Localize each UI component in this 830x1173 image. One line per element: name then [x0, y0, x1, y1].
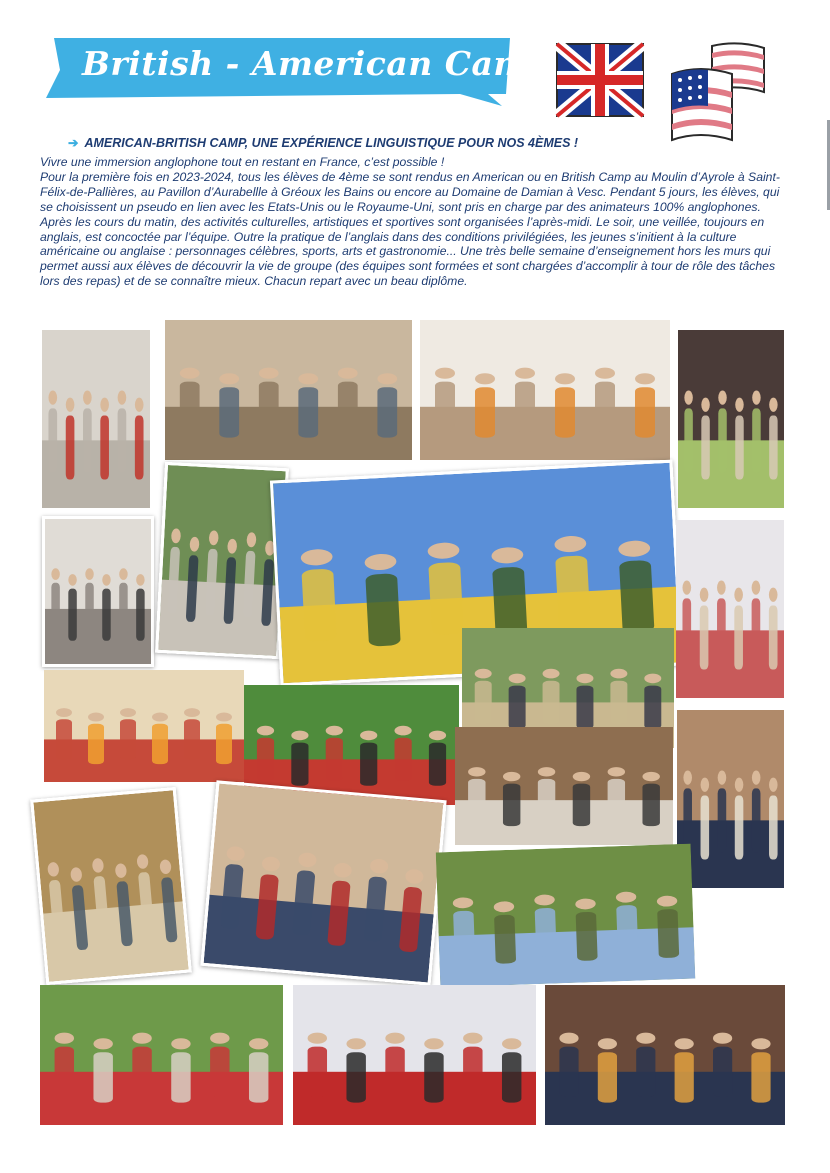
photo-dinner-table — [30, 787, 192, 985]
photo-image — [42, 330, 150, 508]
photo-image — [204, 784, 444, 983]
photo-image — [455, 727, 673, 845]
article-body — [40, 155, 792, 289]
arrow-right-icon: ➔ — [68, 136, 79, 150]
photo-group-outdoor — [155, 462, 289, 659]
photo-written-card — [678, 330, 784, 508]
photo-image — [420, 320, 670, 460]
photo-stage-costumes — [676, 520, 784, 698]
photo-map-room — [44, 670, 244, 782]
article-intro: Vivre une immersion anglophone tout en restant en France, c’est possible ! — [40, 155, 445, 169]
photo-dining-hall — [200, 780, 446, 985]
page-title: British - American Camp — [82, 44, 553, 83]
photo-hall-activity — [420, 320, 670, 460]
headline-text: AMERICAN-BRITISH CAMP, UNE EXPÉRIENCE LINGUISTIQUE POUR NOS 4ÈMES ! — [84, 136, 579, 150]
union-jack-flag-icon — [555, 42, 645, 118]
photo-face-paint — [42, 516, 154, 667]
photo-image — [676, 520, 784, 698]
photo-image — [45, 519, 151, 664]
photo-image — [158, 465, 286, 656]
photo-indoor-seated — [455, 727, 673, 845]
us-flag-icon — [668, 40, 770, 144]
photo-image — [33, 790, 188, 982]
photo-image — [436, 844, 696, 988]
photo-image — [293, 985, 536, 1125]
article-headline — [68, 135, 768, 150]
photo-image — [165, 320, 412, 460]
photo-image — [40, 985, 283, 1125]
article-paragraph: Pour la première fois en 2023-2024, tous les élèves de 4ème se sont rendus en American ou en British Camp au Moulin d’Ayrole à Saint-Félix-de-Pallières, au Pavillon d’Aurabellle à Gréoux les Bains ou encore au Domaine de Damian à Vesc. Pendant 5 jours, les élèves, qui se choisissent un pseudo en lien avec les Etats-Unis ou le Royaume-Uni, sont pris en charge par des animateurs 100% anglophones. Après les cours du matin, des activités culturelles, artistiques et sportives sont organisées l’après-midi. Le soir, une veillée, toujours en anglais, est concoctée par l’équipe. Outre la pratique de l’anglais dans des conditions privilégiées, les jeunes s’initient à la culture américaine ou anglaise : personnages célèbres, sports, arts et gastronomie... Une très belle semaine d’enseignement hors les murs qui permet aussi aux élèves de découvrir la vie de groupe (des équipes sont formées et sont chargées d’accomplir à tour de rôle des tâches lors des repas) et de se connaître mieux. Chacun repart avec un beau diplôme. — [40, 169, 780, 289]
photo-food-table — [545, 985, 785, 1125]
photo-image — [44, 670, 244, 782]
photo-lawn-group — [40, 985, 283, 1125]
photo-theatre-skit — [293, 985, 536, 1125]
photo-awards — [677, 710, 784, 888]
photo-image — [677, 710, 784, 888]
photo-classroom-lesson — [165, 320, 412, 460]
photo-costumed-student — [42, 330, 150, 508]
photo-image — [678, 330, 784, 508]
photo-field-game — [436, 844, 696, 988]
photo-image — [545, 985, 785, 1125]
